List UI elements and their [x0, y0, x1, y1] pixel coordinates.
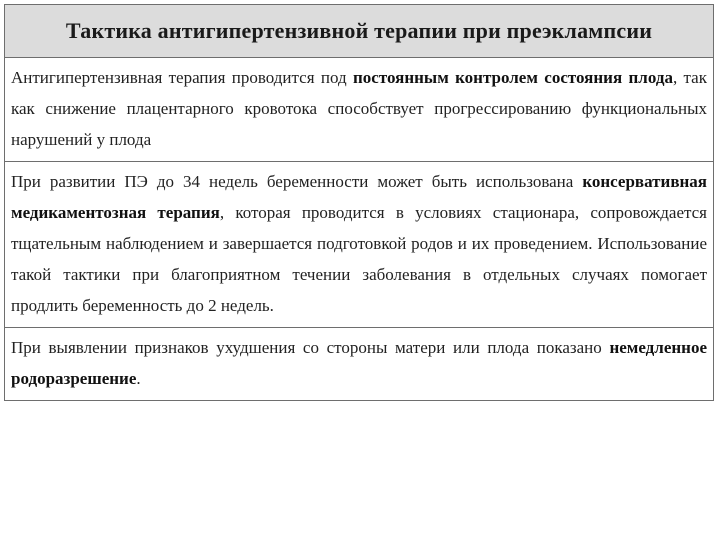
- content-table: [4, 4, 714, 401]
- row-text: Антигипертензивная терапия проводится под: [11, 68, 353, 87]
- row-text: При выявлении признаков ухудшения со стороны матери или плода показано: [11, 338, 610, 357]
- row-emphasis: немедленное родоразрешение: [11, 338, 707, 388]
- slide-title: Тактика антигипертензивной терапии при преэклампсии: [65, 18, 653, 43]
- table-row-monitoring: [5, 58, 713, 162]
- row-text: При развитии ПЭ до 34 недель беременности может быть использована: [11, 172, 583, 191]
- row-text: .: [136, 369, 141, 388]
- title-row: [5, 5, 713, 58]
- row-emphasis: консервативная медикаментозная терапия: [11, 172, 707, 222]
- row-emphasis: постоянным контролем состояния плода: [352, 68, 673, 87]
- row-text: , которая проводится в условиях стационара, сопровождается тщательным наблюдением и завершается подготовкой родов и их проведением. Использование такой тактики при благоприятном течении заболевания в отдельных случаях помогает продлить беременность до 2 недель.: [11, 203, 707, 315]
- table-row-conservative-therapy: [5, 162, 713, 328]
- row-text: , так как снижение плацентарного кровотока способствует прогрессированию функциональных нарушений у плода: [11, 68, 707, 149]
- table-row-immediate-delivery: [5, 328, 713, 400]
